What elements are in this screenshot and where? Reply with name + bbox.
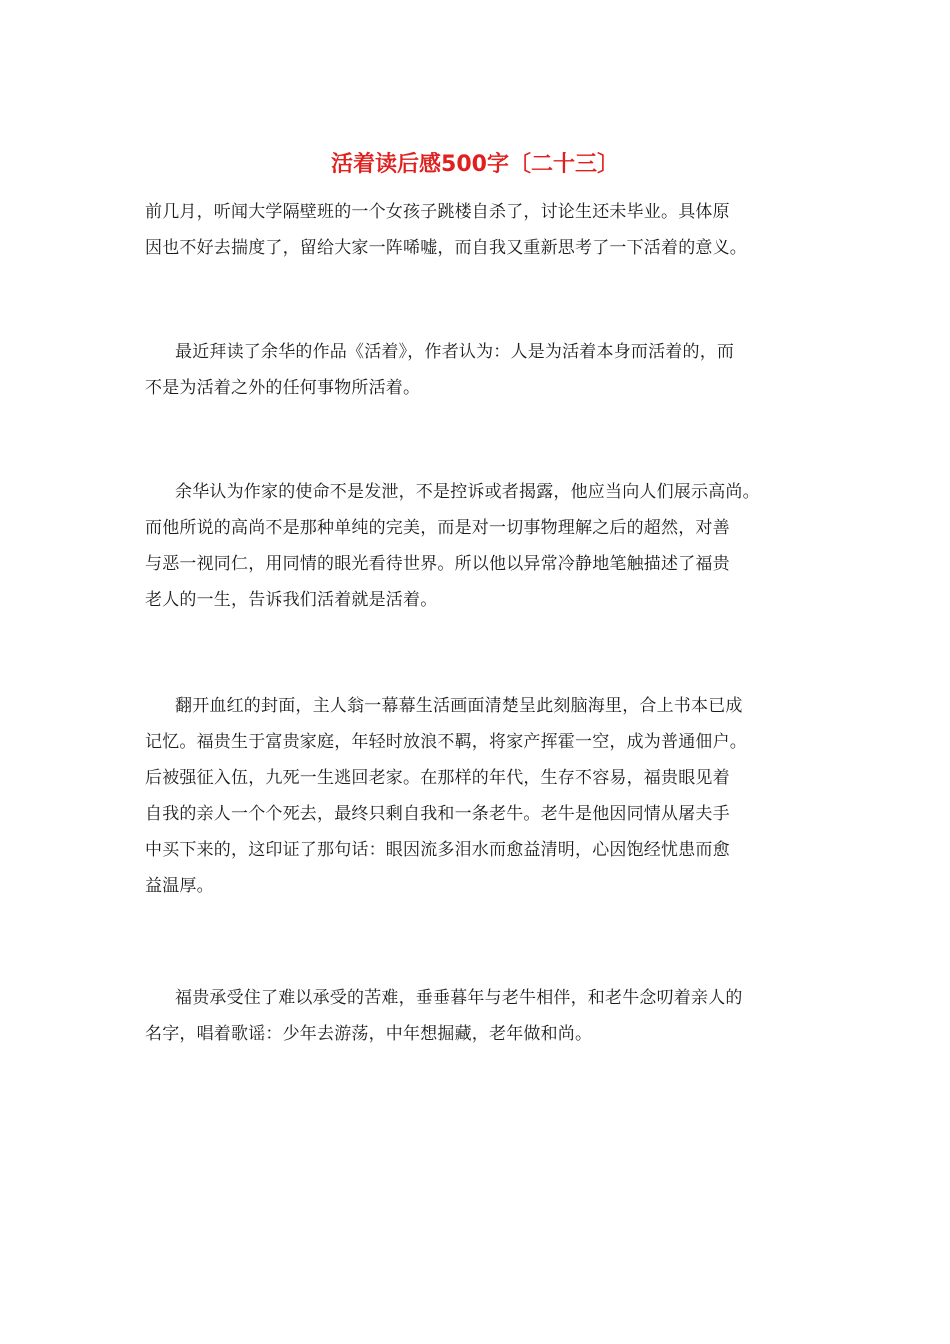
paragraph-line: 老人的一生，告诉我们活着就是活着。: [145, 590, 438, 610]
paragraph-line: 因也不好去揣度了，留给大家一阵唏嘘，而自我又重新思考了一下活着的意义。: [145, 238, 747, 258]
paragraph-line: 余华认为作家的使命不是发泄，不是控诉或者揭露，他应当向人们展示高尚。: [175, 482, 760, 502]
paragraph-line: 后被强征入伍，九死一生逃回老家。在那样的年代，生存不容易，福贵眼见着: [145, 768, 730, 788]
paragraph-line: 前几月，听闻大学隔壁班的一个女孩子跳楼自杀了，讨论生还未毕业。具体原: [145, 202, 730, 222]
paragraph-line: 益温厚。: [145, 876, 214, 896]
paragraph-line: 与恶一视同仁，用同情的眼光看待世界。所以他以异常冷静地笔触描述了福贵: [145, 554, 730, 574]
paragraph-5: [145, 980, 810, 1052]
paragraph-line: 记忆。福贵生于富贵家庭，年轻时放浪不羁，将家产挥霍一空，成为普通佃户。: [145, 732, 747, 752]
document-title: 活着读后感500字〔二十三〕: [331, 152, 619, 177]
paragraph-line: 名字，唱着歌谣：少年去游荡，中年想掘藏，老年做和尚。: [145, 1024, 593, 1044]
paragraph-line: 不是为活着之外的任何事物所活着。: [145, 378, 421, 398]
paragraph-4: [145, 688, 810, 904]
paragraph-line: 中买下来的，这印证了那句话：眼因流多泪水而愈益清明，心因饱经忧患而愈: [145, 840, 730, 860]
paragraph-line: 最近拜读了余华的作品《活着》，作者认为：人是为活着本身而活着的，而: [175, 342, 735, 362]
paragraph-3: [145, 474, 810, 618]
paragraph-line: 福贵承受住了难以承受的苦难，垂垂暮年与老牛相伴，和老牛念叨着亲人的: [175, 988, 743, 1008]
paragraph-line: 翻开血红的封面，主人翁一幕幕生活画面清楚呈此刻脑海里，合上书本已成: [175, 696, 743, 716]
paragraph-2: [145, 334, 810, 406]
paragraph-line: 而他所说的高尚不是那种单纯的完美，而是对一切事物理解之后的超然，对善: [145, 518, 730, 538]
paragraph-1: [145, 194, 810, 266]
paragraph-line: 自我的亲人一个个死去，最终只剩自我和一条老牛。老牛是他因同情从屠夫手: [145, 804, 730, 824]
